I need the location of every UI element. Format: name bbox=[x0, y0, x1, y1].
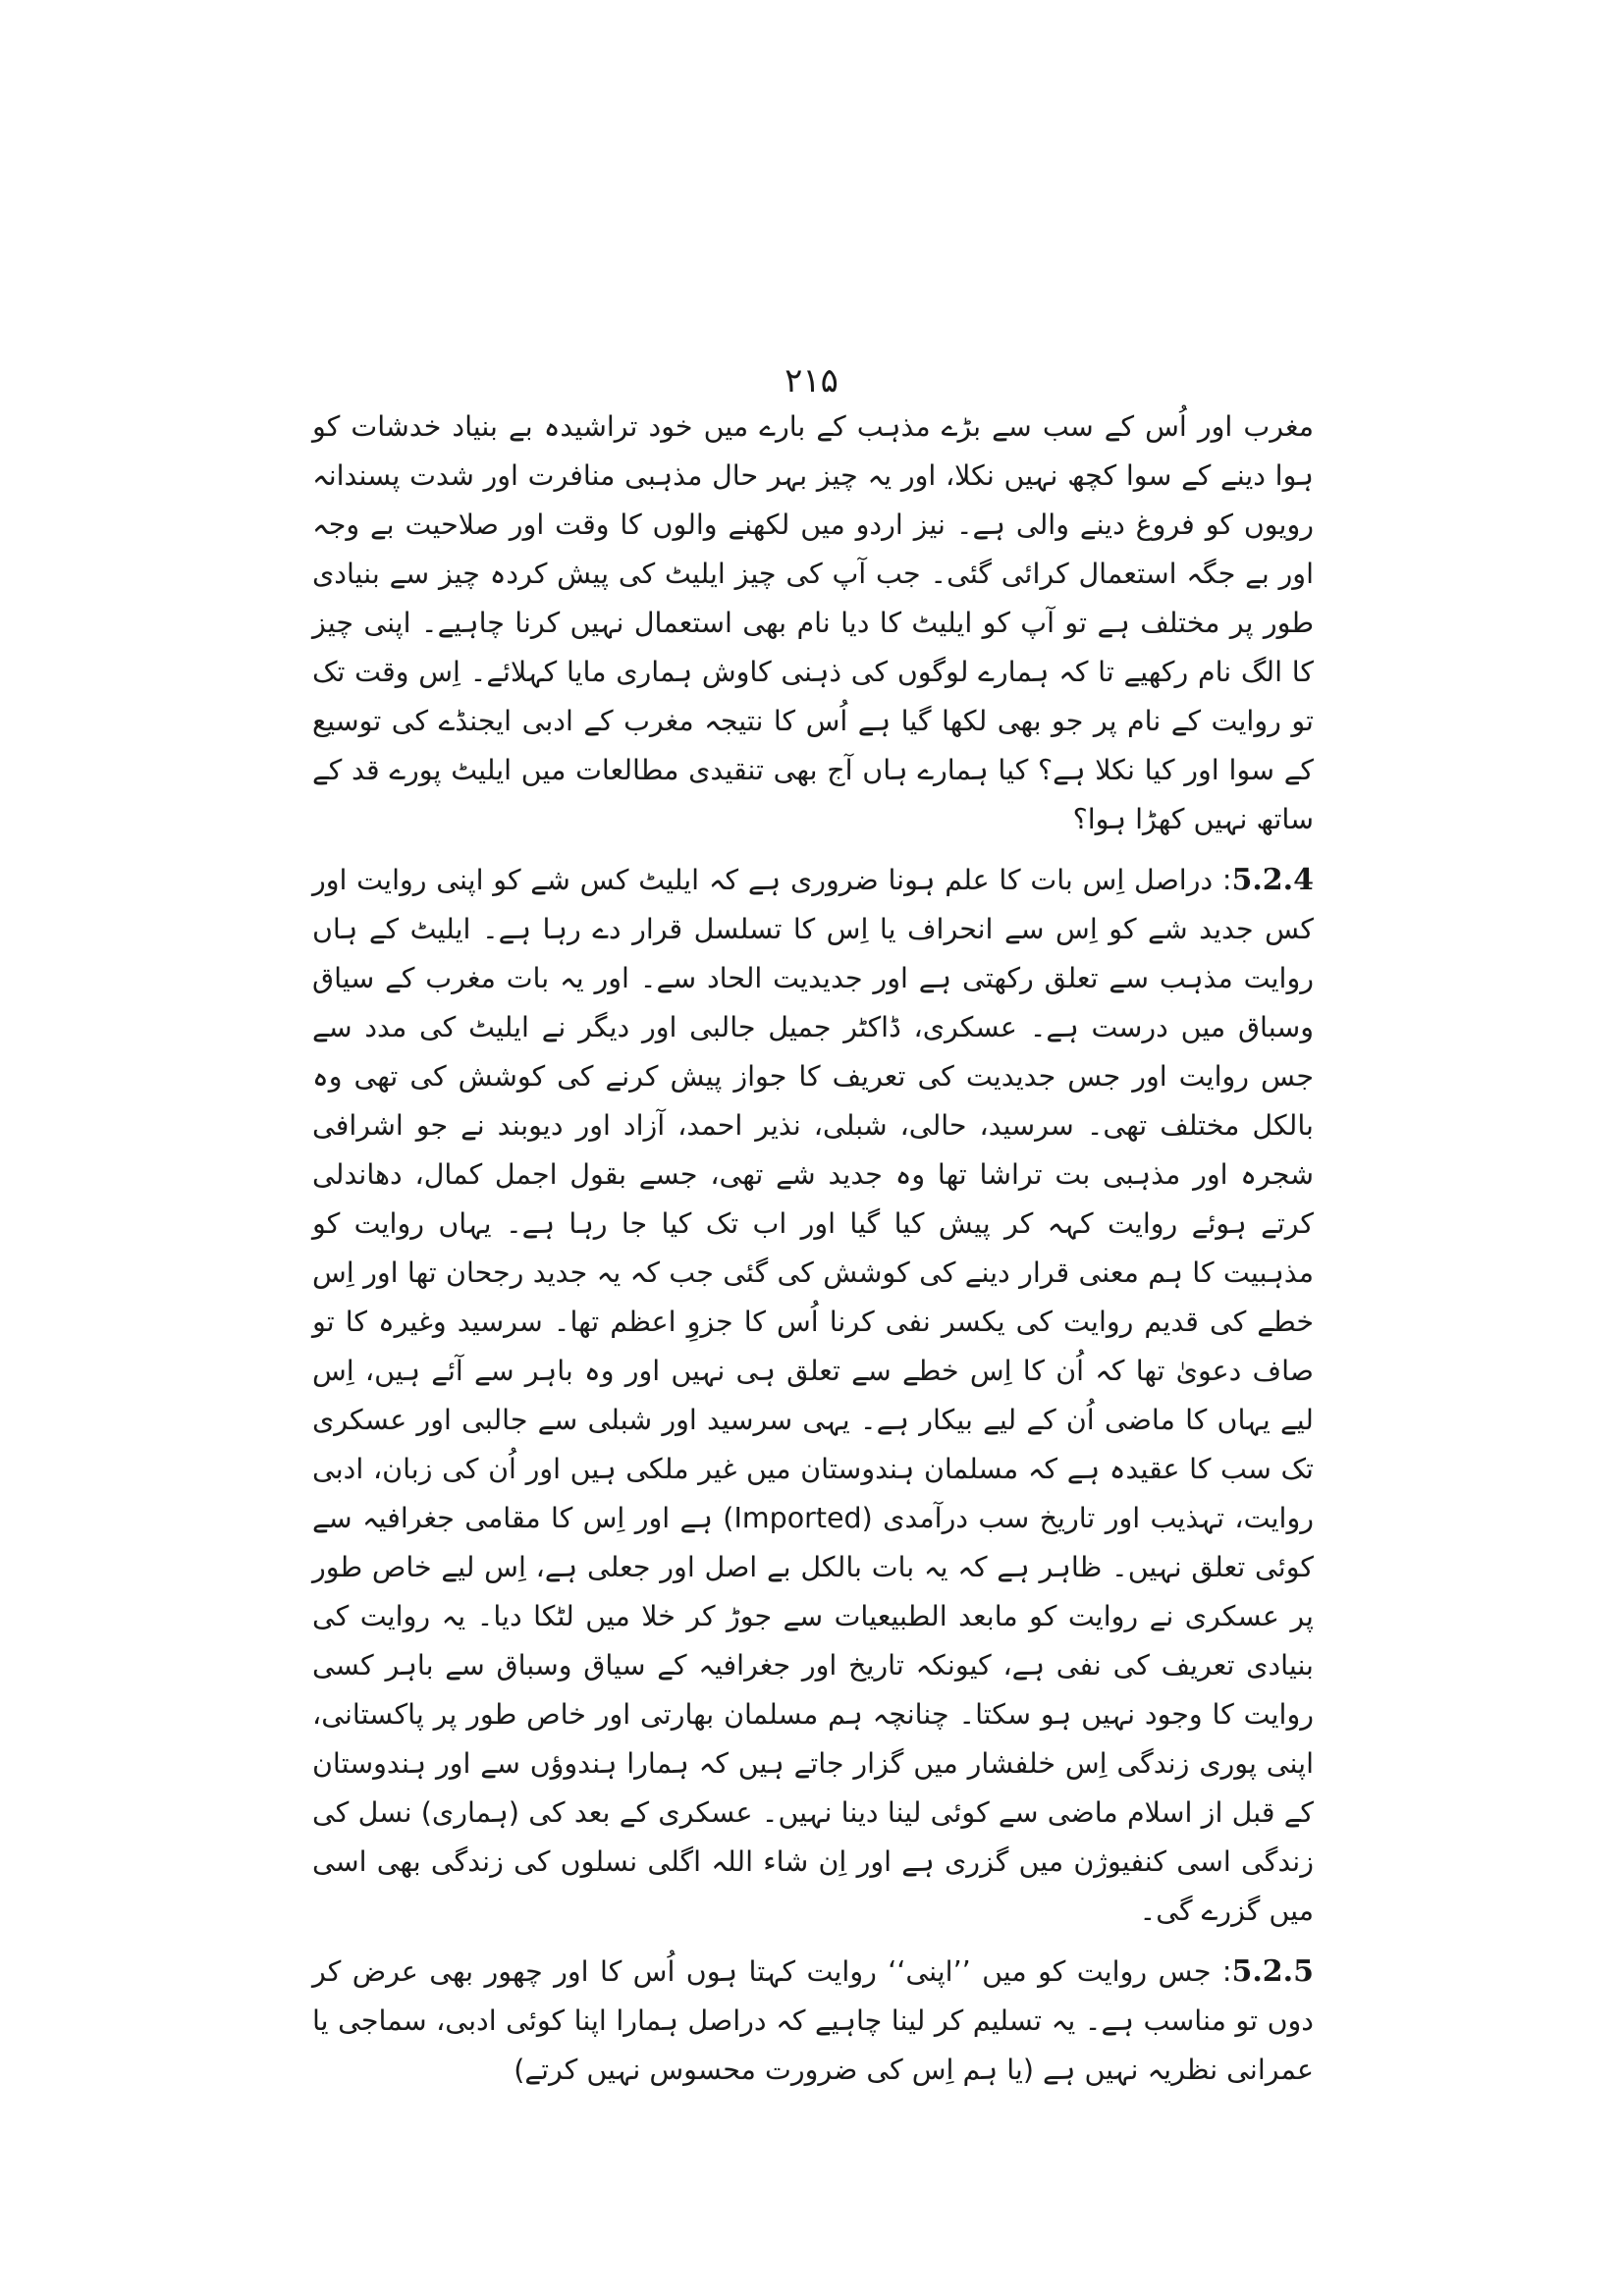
body-text bbox=[312, 402, 1314, 2095]
section-number-5-2-5: 5.2.5 bbox=[1231, 1954, 1314, 1989]
section-number-5-2-4: 5.2.4 bbox=[1231, 863, 1314, 897]
paragraph-2 bbox=[312, 856, 1314, 1936]
paragraph-1-text: مغرب اور اُس کے سب سے بڑے مذہب کے بارے میں خود تراشیدہ بے بنیاد خدشات کو ہوا دینے کے سوا کچھ نہیں نکلا، اور یہ چیز بہر حال مذہبی منافرت اور شدت پسندانہ رویوں کو فروغ دینے والی ہے۔ نیز اردو میں لکھنے والوں کا وقت اور صلاحیت بے وجہ اور بے جگہ استعمال کرائی گئی۔ جب آپ کی چیز ایلیٹ کی پیش کردہ چیز سے بنیادی طور پر مختلف ہے تو آپ کو ایلیٹ کا دیا نام بھی استعمال نہیں کرنا چاہیے۔ اپنی چیز کا الگ نام رکھیے تا کہ ہمارے لوگوں کی ذہنی کاوش ہماری مایا کہلائے۔ اِس وقت تک تو روایت کے نام پر جو بھی لکھا گیا ہے اُس کا نتیجہ مغرب کے ادبی ایجنڈے کی توسیع کے سوا اور کیا نکلا ہے؟ کیا ہمارے ہاں آج بھی تنقیدی مطالعات میں ایلیٹ پورے قد کے ساتھ نہیں کھڑا ہوا؟ bbox=[312, 410, 1314, 835]
paragraph-2-text: : دراصل اِس بات کا علم ہونا ضروری ہے کہ ایلیٹ کس شے کو اپنی روایت اور کس جدید شے کو اِس سے انحراف یا اِس کا تسلسل قرار دے رہا ہے۔ ایلیٹ کے ہاں روایت مذہب سے تعلق رکھتی ہے اور جدیدیت الحاد سے۔ اور یہ بات مغرب کے سیاق وسباق میں درست ہے۔ عسکری، ڈاکٹر جمیل جالبی اور دیگر نے ایلیٹ کی مدد سے جس روایت اور جس جدیدیت کی تعریف کا جواز پیش کرنے کی کوشش کی تھی وہ بالکل مختلف تھی۔ سرسید، حالی، شبلی، نذیر احمد، آزاد اور دیوبند نے جو اشرافی شجرہ اور مذہبی بت تراشا تھا وہ جدید شے تھی، جسے بقول اجمل کمال، دھاندلی کرتے ہوئے روایت کہہ کر پیش کیا گیا اور اب تک کیا جا رہا ہے۔ یہاں روایت کو مذہبیت کا ہم معنی قرار دینے کی کوشش کی گئی جب کہ یہ جدید رجحان تھا اور اِس خطے کی قدیم روایت کی یکسر نفی کرنا اُس کا جزوِ اعظم تھا۔ سرسید وغیرہ کا تو صاف دعویٰ تھا کہ اُن کا اِس خطے سے تعلق ہی نہیں اور وہ باہر سے آئے ہیں، اِس لیے یہاں کا ماضی اُن کے لیے بیکار ہے۔ یہی سرسید اور شبلی سے جالبی اور عسکری تک سب کا عقیدہ ہے کہ مسلمان ہندوستان میں غیر ملکی ہیں اور اُن کی زبان، ادبی روایت، تہذیب اور تاریخ سب درآمدی (Imported) ہے اور اِس کا مقامی جغرافیہ سے کوئی تعلق نہیں۔ ظاہر ہے کہ یہ بات بالکل بے اصل اور جعلی ہے، اِس لیے خاص طور پر عسکری نے روایت کو مابعد الطبیعیات سے جوڑ کر خلا میں لٹکا دیا۔ یہ روایت کی بنیادی تعریف کی نفی ہے، کیونکہ تاریخ اور جغرافیہ کے سیاق وسباق سے باہر کسی روایت کا وجود نہیں ہو سکتا۔ چنانچہ ہم مسلمان بھارتی اور خاص طور پر پاکستانی، اپنی پوری زندگی اِس خلفشار میں گزار جاتے ہیں کہ ہمارا ہندوؤں سے اور ہندوستان کے قبل از اسلام ماضی سے کوئی لینا دینا نہیں۔ عسکری کے بعد کی (ہماری) نسل کی زندگی اسی کنفیوژن میں گزری ہے اور اِن شاء اللہ اگلی نسلوں کی زندگی بھی اسی میں گزرے گی۔ bbox=[312, 864, 1314, 1927]
page-number: ۲۱۵ bbox=[784, 361, 839, 400]
paragraph-3-text: : جس روایت کو میں ’’اپنی‘‘ روایت کہتا ہوں اُس کا اور چھور بھی عرض کر دوں تو مناسب ہے۔ یہ تسلیم کر لینا چاہیے کہ دراصل ہمارا اپنا کوئی ادبی، سماجی یا عمرانی نظریہ نہیں ہے (یا ہم اِس کی ضرورت محسوس نہیں کرتے) bbox=[312, 1955, 1314, 2086]
paragraph-3 bbox=[312, 1948, 1314, 2095]
paragraph-1 bbox=[312, 402, 1314, 844]
